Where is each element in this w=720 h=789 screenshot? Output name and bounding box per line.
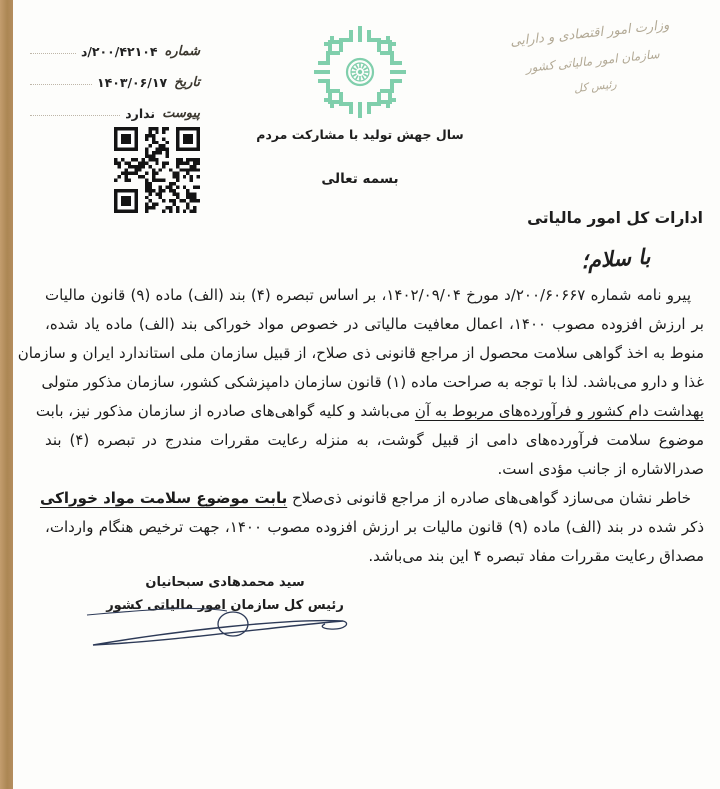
salutation-handwritten: با سلام؛ — [579, 244, 651, 274]
body-line — [45, 455, 704, 484]
meta-value: ندارد — [125, 106, 156, 121]
body-segment: پیرو نامه شماره ۲۰۰/۶۰۶۶۷/د مورخ ۱۴۰۲/۰۹/۰۴، بر اساس تبصره (۴) بند (الف) ماده (۹) قانون مالیات — [45, 286, 691, 304]
body-segment: بهداشت دام کشور و فرآورده‌های مربوط به آن — [414, 402, 704, 420]
meta-dotted-leader — [30, 84, 92, 85]
body-line — [45, 542, 704, 571]
year-slogan: سال جهش تولید با مشارکت مردم — [256, 127, 464, 142]
body-line — [45, 281, 704, 310]
meta-label: شماره — [164, 44, 200, 59]
meta-row — [30, 28, 200, 59]
body-line — [45, 513, 704, 542]
scan-edge-strip — [0, 0, 13, 789]
body-segment: مصداق رعایت مقررات مفاد تبصره ۴ این بند می‌باشد. — [368, 547, 704, 565]
meta-label: تاریخ — [174, 75, 200, 90]
body-segment: خاطر نشان می‌سازد گواهی‌های صادره از مراجع قانونی ذی‌صلاح — [287, 489, 691, 507]
meta-fields — [30, 28, 200, 121]
letterhead-director-general: رئیس کل — [573, 77, 618, 96]
meta-row — [30, 59, 200, 90]
meta-value: ۲۰۰/۴۲۱۰۴/د — [80, 44, 158, 59]
signatory-name: سید محمدهادی سبحانیان — [145, 575, 305, 590]
letterhead-organization: سازمان امور مالیاتی کشور — [525, 47, 661, 75]
body-line — [41, 368, 704, 397]
letterhead-calligraphy — [482, 15, 703, 104]
qr-code — [112, 127, 202, 213]
meta-row — [30, 90, 200, 121]
meta-label: پیوست — [162, 106, 200, 121]
meta-dotted-leader — [30, 53, 76, 54]
body-segment: صدرالاشاره از جانب مؤدی است. — [497, 460, 704, 478]
body-segment: می‌باشد و کلیه گواهی‌های صادره از سازمان مذکور نیز، بابت — [35, 402, 415, 420]
recipient-heading: ادارات کل امور مالیاتی — [527, 209, 703, 227]
bismillah-heading: بسمه تعالی — [321, 171, 399, 187]
body-line — [45, 310, 704, 339]
tax-administration-logo-icon — [308, 22, 412, 122]
meta-dotted-leader — [30, 115, 120, 116]
signatory-title: رئیس کل سازمان امور مالیاتی کشور — [106, 598, 344, 613]
body-line — [39, 484, 704, 513]
body-line — [45, 426, 704, 455]
body-line — [17, 339, 704, 368]
body-segment: موضوع سلامت فرآورده‌های دامی از قبیل گوشت، به منزله رعایت مقررات مندرج در تبصره (۴) بند — [45, 431, 704, 449]
body-segment: بابت موضوع سلامت مواد خوراکی — [39, 489, 288, 507]
body-line — [35, 397, 704, 426]
body-segment: غذا و دارو می‌باشد. لذا با توجه به صراحت ماده (۱) قانون سازمان دامپزشکی کشور، سازمان مذکور متولی — [41, 373, 704, 391]
body-segment: منوط به اخذ گواهی سلامت محصول از مراجع قانونی ذی صلاح، از قبیل سازمان ملی استاندارد ایران و سازمان — [17, 344, 704, 362]
letterhead-ministry: وزارت امور اقتصادی و دارایی — [509, 17, 671, 50]
meta-value: ۱۴۰۳/۰۶/۱۷ — [96, 75, 168, 90]
handwritten-signature-icon — [85, 601, 360, 656]
body-segment: بر ارزش افزوده مصوب ۱۴۰۰، اعمال معافیت مالیاتی در خصوص مواد خوراکی بند (الف) ماده یاد شده، — [45, 315, 704, 333]
body-text — [17, 281, 704, 571]
body-segment: ذکر شده در بند (الف) ماده (۹) قانون مالیات بر ارزش افزوده مصوب ۱۴۰۰، جهت ترخیص هنگام واردات، — [45, 518, 704, 536]
